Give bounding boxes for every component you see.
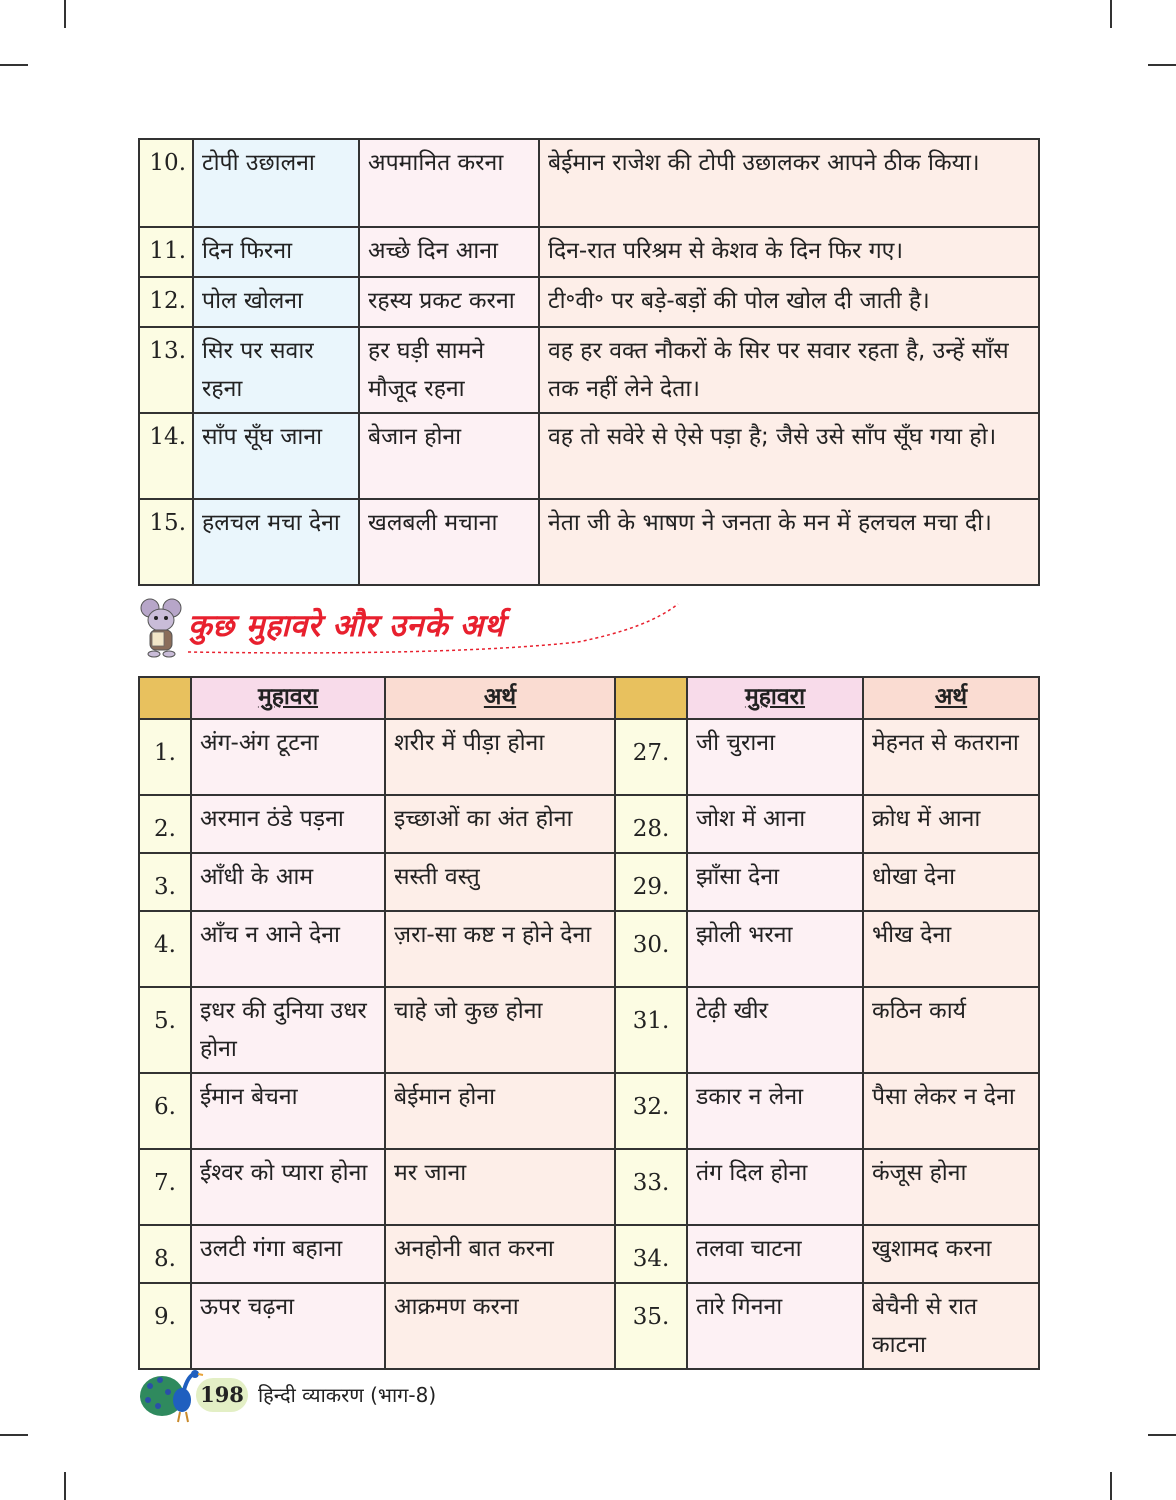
meaning-cell: अनहोनी बात करना — [385, 1225, 615, 1283]
idiom-cell: जोश में आना — [687, 795, 863, 853]
example-cell: वह हर वक्त नौकरों के सिर पर सवार रहता है, उन्हें साँस तक नहीं लेने देता। — [539, 327, 1039, 413]
page-number: 198 — [196, 1378, 248, 1412]
meaning-cell: रहस्य प्रकट करना — [359, 277, 539, 327]
crop-mark — [1110, 1472, 1112, 1500]
meaning-cell: पैसा लेकर न देना — [863, 1073, 1039, 1149]
peacock-icon — [138, 1366, 204, 1424]
example-cell: टी॰वी॰ पर बड़े-बड़ों की पोल खोल दी जाती है। — [539, 277, 1039, 327]
row-number: 3. — [139, 853, 191, 911]
idiom-cell: टोपी उछालना — [193, 139, 359, 227]
row-number: 7. — [139, 1149, 191, 1225]
table-header-row — [139, 677, 1039, 719]
example-cell: वह तो सवेरे से ऐसे पड़ा है; जैसे उसे साँप सूँघ गया हो। — [539, 413, 1039, 499]
meaning-cell: बेईमान होना — [385, 1073, 615, 1149]
idiom-cell: पोल खोलना — [193, 277, 359, 327]
row-number: 35. — [615, 1283, 687, 1369]
meaning-cell: बेचैनी से रात काटना — [863, 1283, 1039, 1369]
crop-mark — [1148, 64, 1176, 66]
table-row — [139, 499, 1039, 585]
header-idiom: मुहावरा — [687, 677, 863, 719]
crop-mark — [0, 1434, 28, 1436]
meaning-cell: बेजान होना — [359, 413, 539, 499]
idiom-cell: तलवा चाटना — [687, 1225, 863, 1283]
idiom-cell: उलटी गंगा बहाना — [191, 1225, 385, 1283]
row-number: 5. — [139, 987, 191, 1073]
header-number-blank — [139, 677, 191, 719]
idiom-cell: तारे गिनना — [687, 1283, 863, 1369]
table-row — [139, 1283, 1039, 1369]
idiom-cell: आँच न आने देना — [191, 911, 385, 987]
idiom-meaning-table — [138, 676, 1040, 1370]
table-row — [139, 1225, 1039, 1283]
row-number: 27. — [615, 719, 687, 795]
row-number: 2. — [139, 795, 191, 853]
idiom-cell: तंग दिल होना — [687, 1149, 863, 1225]
row-number: 9. — [139, 1283, 191, 1369]
idiom-cell: ईमान बेचना — [191, 1073, 385, 1149]
table-row — [139, 413, 1039, 499]
example-cell: दिन-रात परिश्रम से केशव के दिन फिर गए। — [539, 227, 1039, 277]
example-cell: बेईमान राजेश की टोपी उछालकर आपने ठीक किया। — [539, 139, 1039, 227]
idiom-cell: झाँसा देना — [687, 853, 863, 911]
row-number: 12. — [139, 277, 193, 327]
table-row — [139, 719, 1039, 795]
idiom-cell: ऊपर चढ़ना — [191, 1283, 385, 1369]
crop-mark — [64, 0, 66, 28]
crop-mark — [64, 1472, 66, 1500]
meaning-cell: आक्रमण करना — [385, 1283, 615, 1369]
meaning-cell: कठिन कार्य — [863, 987, 1039, 1073]
row-number: 1. — [139, 719, 191, 795]
meaning-cell: धोखा देना — [863, 853, 1039, 911]
idiom-cell: साँप सूँघ जाना — [193, 413, 359, 499]
row-number: 31. — [615, 987, 687, 1073]
row-number: 11. — [139, 227, 193, 277]
section-heading: कुछ मुहावरे और उनके अर्थ — [188, 608, 505, 644]
row-number: 6. — [139, 1073, 191, 1149]
table-row — [139, 853, 1039, 911]
crop-mark — [0, 64, 28, 66]
idiom-example-table — [138, 138, 1040, 586]
table-row — [139, 1073, 1039, 1149]
row-number: 28. — [615, 795, 687, 853]
meaning-cell: भीख देना — [863, 911, 1039, 987]
meaning-cell: अच्छे दिन आना — [359, 227, 539, 277]
example-cell: नेता जी के भाषण ने जनता के मन में हलचल मचा दी। — [539, 499, 1039, 585]
table-row — [139, 795, 1039, 853]
idiom-cell: झोली भरना — [687, 911, 863, 987]
meaning-cell: कंजूस होना — [863, 1149, 1039, 1225]
idiom-cell: सिर पर सवार रहना — [193, 327, 359, 413]
idiom-cell: ईश्वर को प्यारा होना — [191, 1149, 385, 1225]
idiom-cell: आँधी के आम — [191, 853, 385, 911]
meaning-cell: मर जाना — [385, 1149, 615, 1225]
table-row — [139, 987, 1039, 1073]
meaning-cell: ज़रा-सा कष्ट न होने देना — [385, 911, 615, 987]
meaning-cell: शरीर में पीड़ा होना — [385, 719, 615, 795]
row-number: 14. — [139, 413, 193, 499]
meaning-cell: इच्छाओं का अंत होना — [385, 795, 615, 853]
row-number: 13. — [139, 327, 193, 413]
idiom-cell: दिन फिरना — [193, 227, 359, 277]
row-number: 4. — [139, 911, 191, 987]
table-row — [139, 911, 1039, 987]
meaning-cell: सस्ती वस्तु — [385, 853, 615, 911]
table-row — [139, 277, 1039, 327]
header-meaning: अर्थ — [385, 677, 615, 719]
crop-mark — [1148, 1434, 1176, 1436]
meaning-cell: खलबली मचाना — [359, 499, 539, 585]
idiom-cell: इधर की दुनिया उधर होना — [191, 987, 385, 1073]
row-number: 29. — [615, 853, 687, 911]
mouse-mascot-icon — [136, 598, 186, 660]
header-number-blank — [615, 677, 687, 719]
header-idiom: मुहावरा — [191, 677, 385, 719]
table-row — [139, 1149, 1039, 1225]
idiom-cell: टेढ़ी खीर — [687, 987, 863, 1073]
row-number: 15. — [139, 499, 193, 585]
meaning-cell: खुशामद करना — [863, 1225, 1039, 1283]
row-number: 33. — [615, 1149, 687, 1225]
row-number: 32. — [615, 1073, 687, 1149]
row-number: 30. — [615, 911, 687, 987]
meaning-cell: मेहनत से कतराना — [863, 719, 1039, 795]
meaning-cell: अपमानित करना — [359, 139, 539, 227]
row-number: 34. — [615, 1225, 687, 1283]
table-row — [139, 139, 1039, 227]
table-row — [139, 227, 1039, 277]
idiom-cell: अंग-अंग टूटना — [191, 719, 385, 795]
crop-mark — [1110, 0, 1112, 28]
idiom-cell: जी चुराना — [687, 719, 863, 795]
book-title: हिन्दी व्याकरण (भाग-8) — [258, 1383, 437, 1407]
header-meaning: अर्थ — [863, 677, 1039, 719]
meaning-cell: क्रोध में आना — [863, 795, 1039, 853]
idiom-cell: अरमान ठंडे पड़ना — [191, 795, 385, 853]
row-number: 10. — [139, 139, 193, 227]
meaning-cell: हर घड़ी सामने मौजूद रहना — [359, 327, 539, 413]
idiom-cell: डकार न लेना — [687, 1073, 863, 1149]
meaning-cell: चाहे जो कुछ होना — [385, 987, 615, 1073]
idiom-cell: हलचल मचा देना — [193, 499, 359, 585]
row-number: 8. — [139, 1225, 191, 1283]
table-row — [139, 327, 1039, 413]
